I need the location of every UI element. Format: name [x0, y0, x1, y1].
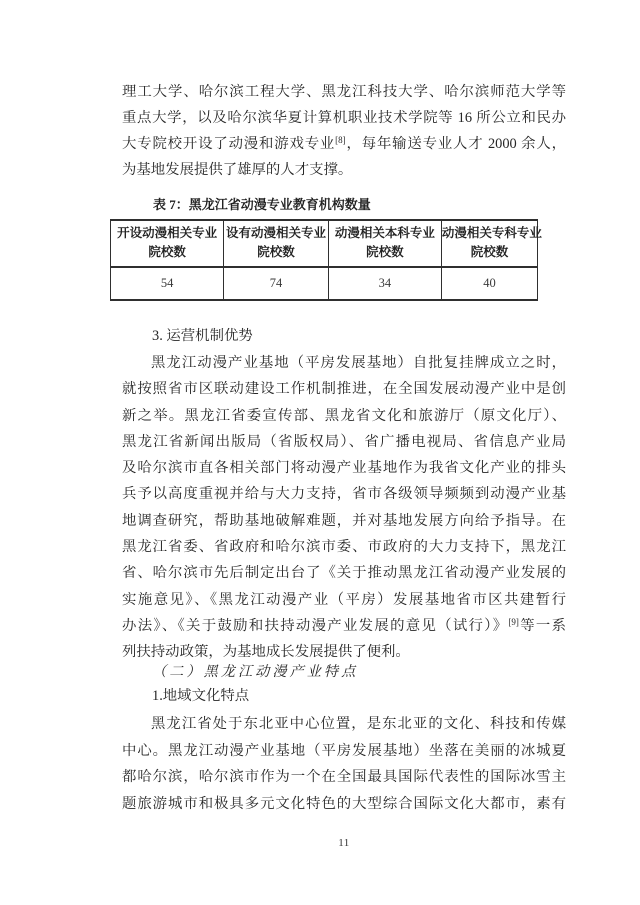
text-line: 黑龙江动漫产业基地（平房发展基地）自批复挂牌成立之时，: [151, 355, 566, 371]
page-number: 11: [338, 837, 350, 849]
text-line: 地调查研究，帮助基地破解难题，并对基地发展方向给予指导。在: [122, 512, 566, 529]
text-line: 列扶持动政策，为基地成长发展提供了便利。: [122, 644, 410, 661]
heading-operating-mechanism: 3. 运营机制优势: [152, 328, 253, 344]
footnote-ref-9: [9]: [508, 616, 519, 627]
heading-section-two: （二）黑龙江动漫产业特点: [152, 664, 359, 680]
text-line: 为基地发展提供了雄厚的人才支撑。: [122, 162, 353, 178]
header-line: 开设动漫相关专业: [117, 226, 218, 240]
text-line: 黑龙江省新闻出版局（省版权局）、省广播电视局、省信息产业局: [122, 433, 566, 450]
paragraph-region: [122, 711, 566, 817]
header-line: 院校数: [257, 245, 295, 259]
table-7: [110, 219, 542, 301]
header-line: 动漫相关专科专业: [441, 226, 542, 240]
text-line: 就按照省市区联动建设工作机制推进，在全国发展动漫产业中是创: [122, 381, 566, 398]
text-segment: 办法》、《关于鼓励和扶持动漫产业发展的意见（试行）》: [122, 617, 509, 634]
table-header-cell: [224, 220, 329, 267]
text-segment: 等一系: [518, 617, 566, 634]
table-value-cell: 54: [111, 267, 224, 300]
text-line: 黑龙江省委、省政府和哈尔滨市委、市政府的大力支持下，黑龙江: [122, 539, 566, 556]
paragraph-universities: [122, 79, 566, 183]
table-value-cell: 40: [441, 267, 537, 300]
text-line: 及哈尔滨市直各相关部门将动漫产业基地作为我省文化产业的排头: [122, 460, 566, 477]
table-header-cell: [111, 220, 224, 267]
text-line: 题旅游城市和极具多元文化特色的大型综合国际文化大都市，素有: [122, 795, 566, 812]
text-line: 新之举。黑龙江省委宣传部、黑龙省文化和旅游厅（原文化厅）、: [122, 407, 566, 424]
text-line: [122, 131, 566, 157]
table-header-cell: [328, 220, 441, 267]
header-line: 院校数: [366, 245, 404, 259]
text-line: 兵予以高度重视并给与大力支持，省市各级领导频频到动漫产业基: [122, 486, 566, 503]
text-line: 重点大学，以及哈尔滨华夏计算机职业技术学院等 16 所公立和民办: [122, 110, 566, 126]
text-segment: 大专院校开设了动漫和游戏专业: [122, 136, 336, 152]
text-line: 黑龙江省处于东北亚中心位置，是东北亚的文化、科技和传媒: [151, 716, 566, 732]
table-value-cell: 74: [224, 267, 329, 300]
header-line: 院校数: [470, 245, 509, 259]
header-line: 设有动漫相关专业: [225, 226, 326, 240]
heading-regional-culture: 1.地域文化特点: [152, 688, 250, 704]
table-header-cell: [441, 220, 542, 267]
text-line: 中心。黑龙江动漫产业基地（平房发展基地）坐落在美丽的冰城夏: [122, 742, 566, 759]
text-line: 理工大学、哈尔滨工程大学、黑龙江科技大学、哈尔滨师范大学等: [122, 84, 566, 100]
text-line: [122, 613, 566, 639]
paragraph-mechanism: [122, 350, 566, 666]
header-line: 动漫相关本科专业: [334, 226, 435, 240]
text-line: 都哈尔滨，哈尔滨市作为一个在全国最具国际代表性的国际冰雪主: [122, 769, 566, 785]
text-line: 省、哈尔滨市先后制定出台了《关于推动黑龙江省动漫产业发展的: [122, 565, 566, 582]
table-caption: 表 7：黑龙江省动漫专业教育机构数量: [153, 197, 371, 212]
table-value-cell: 34: [328, 267, 441, 300]
table-value-row: [111, 267, 538, 300]
footnote-ref-8: [8]: [335, 135, 346, 145]
text-line: 实施意见》、《黑龙江动漫产业（平房）发展基地省市区共建暂行: [122, 591, 566, 608]
header-line: 院校数: [148, 245, 186, 259]
table-header-row: [111, 220, 538, 267]
text-segment: ，每年输送专业人才 2000 余人，: [345, 136, 566, 152]
